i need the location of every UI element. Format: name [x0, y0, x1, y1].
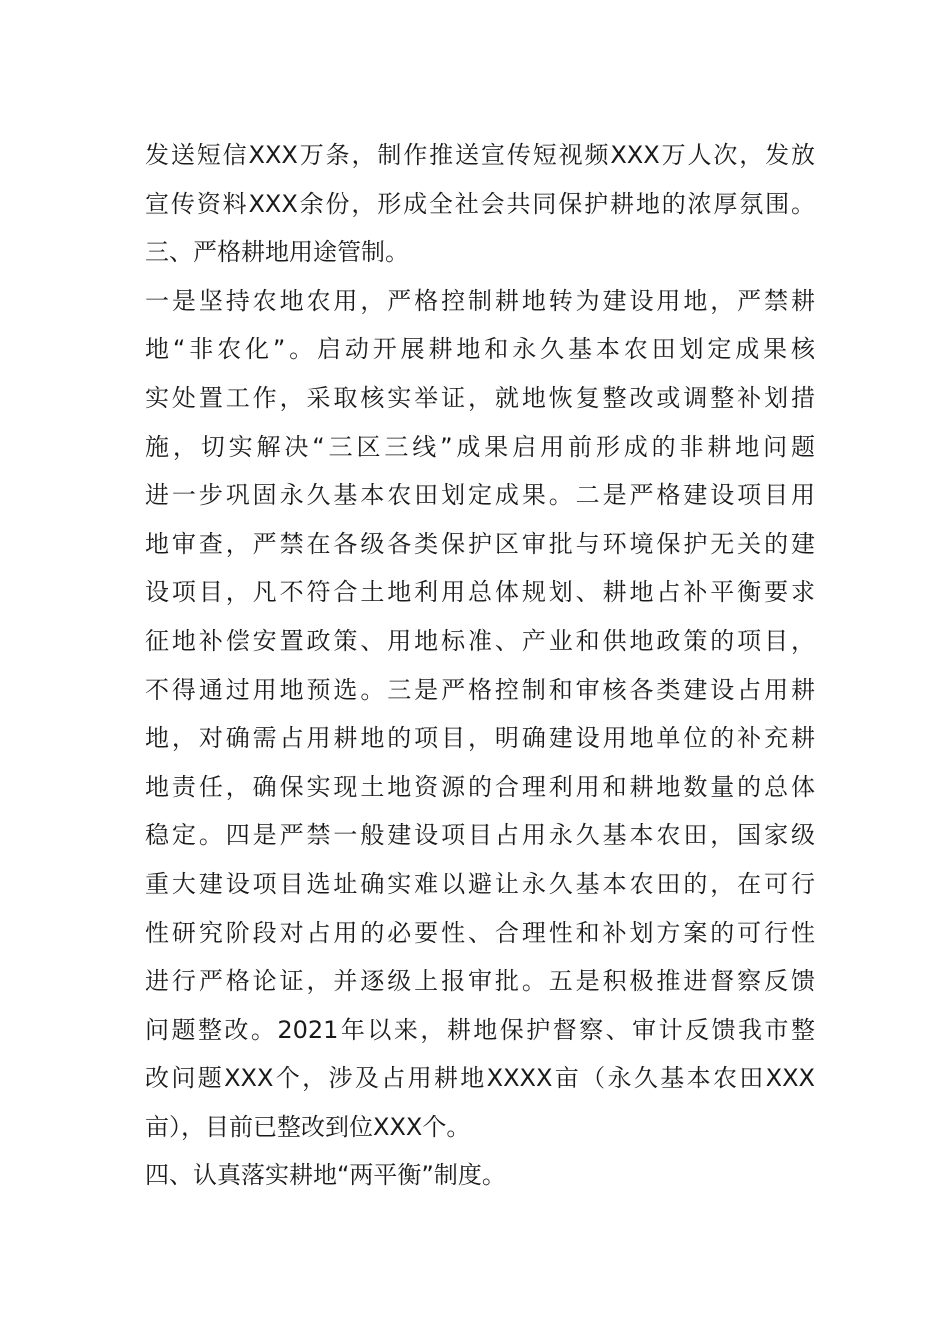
- paragraph-land-use-control: [145, 277, 815, 1152]
- paragraph-line: 宣传资料XXX余份，形成全社会共同保护耕地的浓厚氛围。: [145, 189, 815, 218]
- paragraph-line: 地“非农化”。启动开展耕地和永久基本农田划定成果核: [145, 335, 815, 364]
- paragraph-line: 性研究阶段对占用的必要性、合理性和补划方案的可行性: [145, 918, 815, 947]
- paragraph-line: 实处置工作，采取核实举证，就地恢复整改或调整补划措: [145, 383, 815, 412]
- paragraph-line: 不得通过用地预选。三是严格控制和审核各类建设占用耕: [145, 675, 815, 704]
- paragraph-line: 改问题XXX个，涉及占用耕地XXXX亩（永久基本农田XXX: [145, 1064, 815, 1093]
- paragraph-line: 发送短信XXX万条，制作推送宣传短视频XXX万人次，发放: [145, 141, 815, 169]
- paragraph-line: 重大建设项目选址确实难以避让永久基本农田的，在可行: [145, 869, 815, 898]
- section-heading-4: 四、认真落实耕地“两平衡”制度。: [145, 1161, 506, 1190]
- paragraph-publicity: [145, 131, 815, 228]
- section-heading-3: 三、严格耕地用途管制。: [145, 238, 409, 267]
- paragraph-line: 亩），目前已整改到位XXX个。: [145, 1112, 471, 1141]
- paragraph-line: 稳定。四是严禁一般建设项目占用永久基本农田，国家级: [145, 821, 815, 850]
- paragraph-line: 征地补偿安置政策、用地标准、产业和供地政策的项目，: [145, 626, 815, 655]
- paragraph-line: 地，对确需占用耕地的项目，明确建设用地单位的补充耕: [145, 724, 815, 753]
- paragraph-line: 设项目，凡不符合土地利用总体规划、耕地占补平衡要求: [145, 578, 815, 607]
- paragraph-line: 问题整改。2021年以来，耕地保护督察、审计反馈我市整: [145, 1015, 815, 1044]
- paragraph-line: 进一步巩固永久基本农田划定成果。二是严格建设项目用: [145, 481, 815, 510]
- paragraph-line: 进行严格论证，并逐级上报审批。五是积极推进督察反馈: [145, 967, 815, 996]
- paragraph-line: 地责任，确保实现土地资源的合理利用和耕地数量的总体: [145, 772, 815, 801]
- paragraph-line: 地审查，严禁在各级各类保护区审批与环境保护无关的建: [145, 529, 815, 558]
- paragraph-line: 施，切实解决“三区三线”成果启用前形成的非耕地问题: [145, 432, 815, 461]
- paragraph-line: 一是坚持农地农用，严格控制耕地转为建设用地，严禁耕: [145, 286, 815, 315]
- document-body: [145, 131, 815, 1200]
